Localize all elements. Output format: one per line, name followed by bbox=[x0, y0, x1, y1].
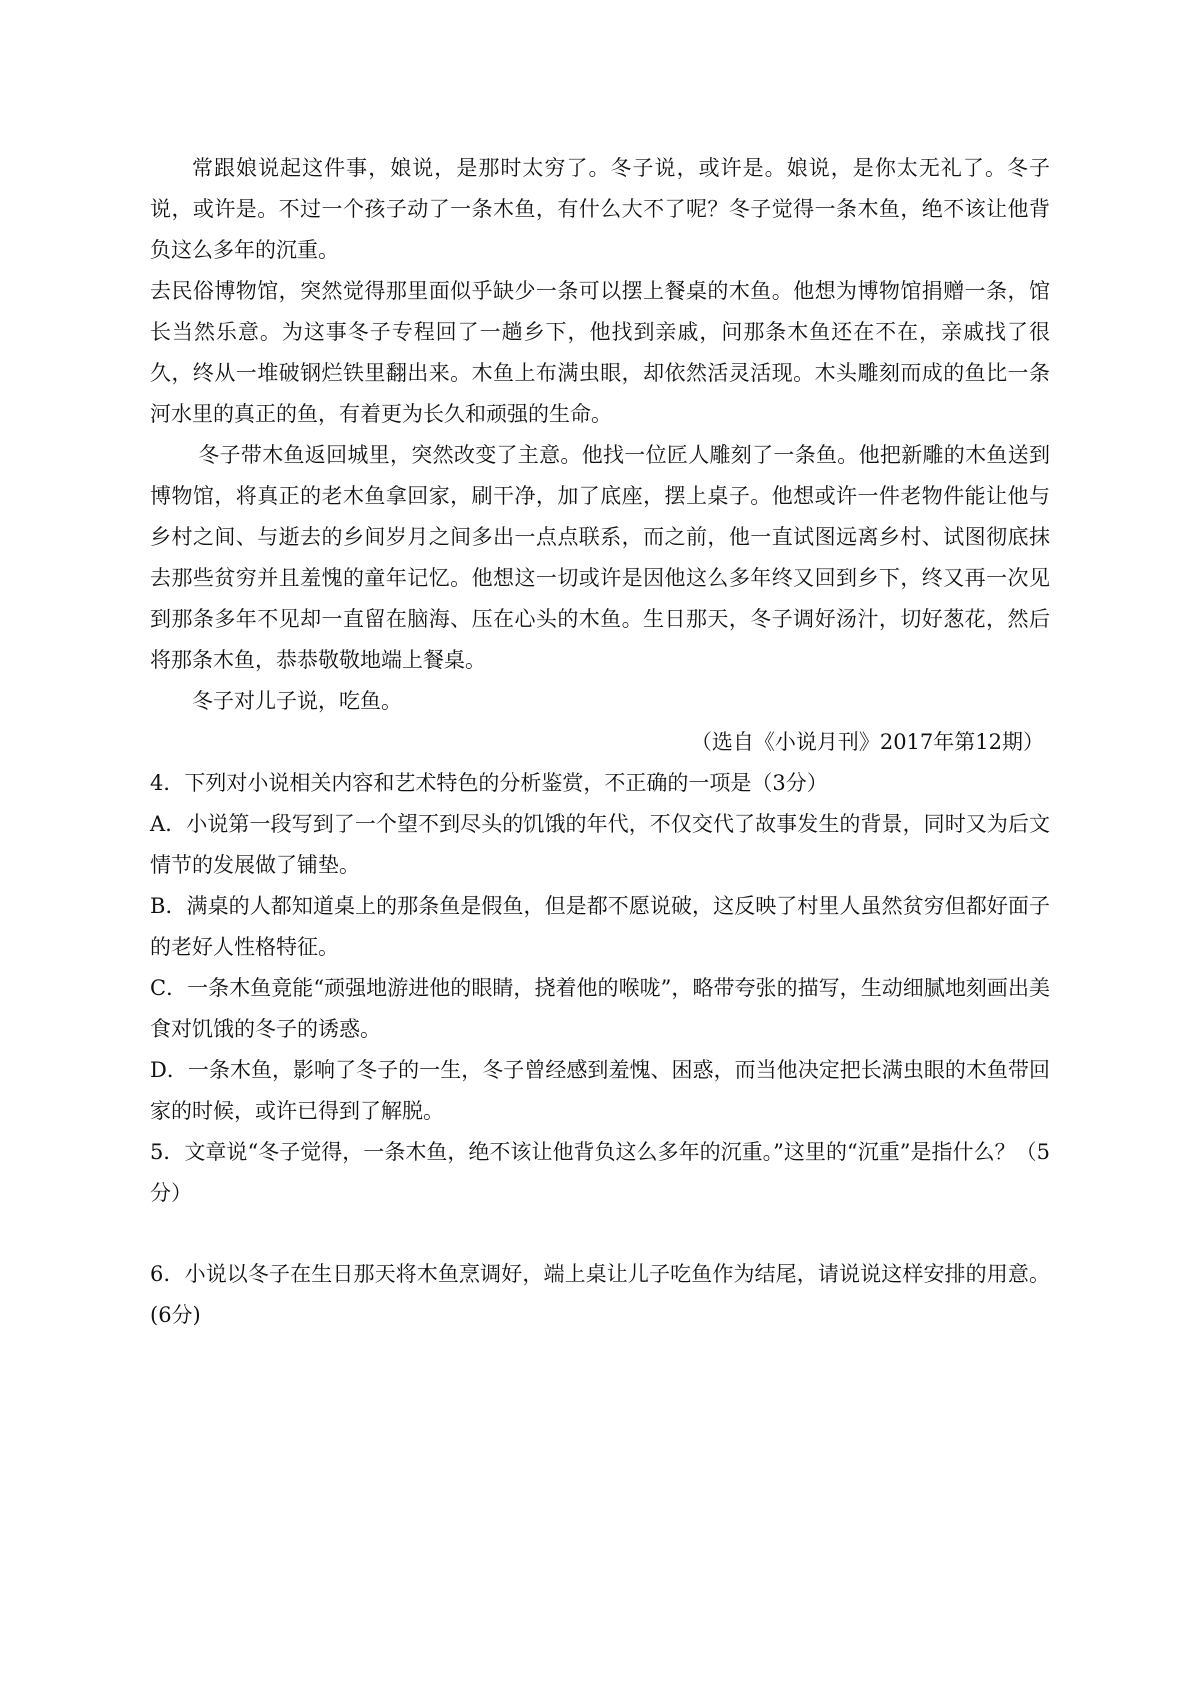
paragraph-4: 冬子对儿子说，吃鱼。 bbox=[192, 689, 402, 713]
paragraph-3: 冬子带木鱼返回城里，突然改变了主意。他找一位匠人雕刻了一条鱼。他把新雕的木鱼送到博物馆，将真正的老木鱼拿回家，刷干净，加了底座，摆上桌子。他想或许一件老物件能让他与乡村之间、与逝去的乡间岁月之间多出一点点联系，而之前，他一直试图远离乡村、试图彻底抹去那些贫穷并且羞愧的童年记忆。他想这一切或许是因他这么多年终又回到乡下，终又再一次见到那条多年不见却一直留在脑海、压在心头的木鱼。生日那天，冬子调好汤汁，切好葱花，然后将那条木鱼，恭恭敬敬地端上餐桌。 bbox=[150, 443, 1050, 672]
document-page bbox=[150, 148, 1050, 1336]
question-4: 4．下列对小说相关内容和艺术特色的分析鉴赏，不正确的一项是（3分） bbox=[150, 771, 828, 795]
option-a: A．小说第一段写到了一个望不到尽头的饥饿的年代，不仅交代了故事发生的背景，同时又为后文情节的发展做了铺垫。 bbox=[150, 812, 1050, 877]
option-d: D．一条木鱼，影响了冬子的一生，冬子曾经感到羞愧、困惑，而当他决定把长满虫眼的木鱼带回家的时候，或许已得到了解脱。 bbox=[150, 1058, 1050, 1123]
source-citation: （选自《小说月刊》2017年第12期） bbox=[690, 730, 1044, 754]
paragraph-1: 常跟娘说起这件事，娘说，是那时太穷了。冬子说，或许是。娘说，是你太无礼了。冬子说，或许是。不过一个孩子动了一条木鱼，有什么大不了呢？冬子觉得一条木鱼，绝不该让他背负这么多年的沉重。 bbox=[150, 156, 1050, 262]
option-c: C．一条木鱼竟能“顽强地游进他的眼睛，挠着他的喉咙”，略带夸张的描写，生动细腻地刻画出美食对饥饿的冬子的诱惑。 bbox=[150, 976, 1050, 1041]
option-b: B．满桌的人都知道桌上的那条鱼是假鱼，但是都不愿说破，这反映了村里人虽然贫穷但都好面子的老好人性格特征。 bbox=[150, 894, 1050, 959]
paragraph-2: 去民俗博物馆，突然觉得那里面似乎缺少一条可以摆上餐桌的木鱼。他想为博物馆捐赠一条，馆长当然乐意。为这事冬子专程回了一趟乡下，他找到亲戚，问那条木鱼还在不在，亲戚找了很久，终从一堆破钢烂铁里翻出来。木鱼上布满虫眼，却依然活灵活现。木头雕刻而成的鱼比一条河水里的真正的鱼，有着更为长久和顽强的生命。 bbox=[150, 279, 1050, 426]
question-5: 5．文章说“冬子觉得，一条木鱼，绝不该让他背负这么多年的沉重。”这里的“沉重”是指什么？（5分） bbox=[150, 1140, 1050, 1205]
question-6: 6．小说以冬子在生日那天将木鱼烹调好，端上桌让儿子吃鱼作为结尾，请说说这样安排的用意。(6分) bbox=[150, 1262, 1050, 1327]
